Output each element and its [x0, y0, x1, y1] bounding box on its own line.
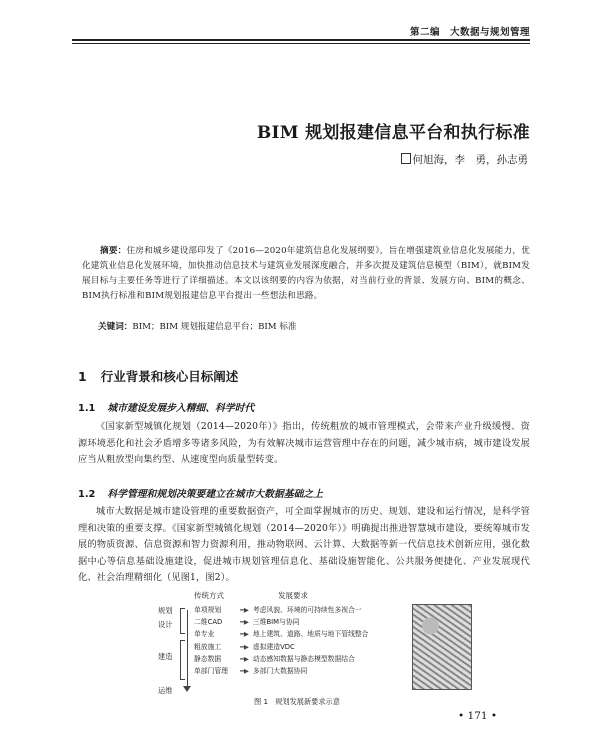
section-1-1-number: 1.1 — [78, 403, 96, 414]
article-authors — [401, 152, 529, 167]
section-1-2-paragraph: 城市大数据是城市建设管理的重要数据资产，可全面掌握城市的历史、规划、建设和运行情况，是科学管理和决策的重要支撑。《国家新型城镇化规划（2014—2020年）》明确提出推进智慧城市建设，要统筹城市发展的物质资源、信息资源和智力资源利用，推动物联网、云计算、大数据等新一代信息技术创新应用，强化数据中心等信息基础设施建设，促进城市规划管理信息化、基础设施智能化、公共服务便捷化、产业发展现代化、社会治理精细化（见图1，图2）。 — [78, 506, 530, 584]
figure-row-right: 动态感知数据与静态模型数据结合 — [252, 655, 355, 663]
section-1-number: 1 — [78, 369, 87, 384]
figure-row-right: 虚拟建造VDC — [252, 643, 295, 651]
arrow-right-icon: ━▶ — [240, 667, 249, 675]
section-1-2-heading — [78, 486, 323, 500]
arrow-right-icon: ━▶ — [240, 643, 249, 651]
running-head — [72, 18, 530, 40]
keywords — [98, 320, 528, 335]
figure-row — [194, 653, 355, 663]
figure-row — [194, 641, 295, 651]
figure-header-right: 发展要求 — [278, 591, 308, 600]
arrow-right-icon: ━▶ — [240, 630, 249, 638]
figure-row-right: 多部门大数据协同 — [252, 667, 308, 675]
section-1-heading — [78, 367, 238, 385]
arrow-right-icon: ━▶ — [240, 655, 249, 663]
figure-row — [194, 665, 307, 675]
figure-caption: 图 1 规划发展新要求示意 — [254, 697, 340, 706]
figure-row-right: 考虑风貌、环境的可持续性多视合一 — [252, 606, 362, 614]
abstract-text: 住房和城乡建设部印发了《2016—2020年建筑信息化发展纲要》，旨在增强建筑业信息化发展能力，优化建筑业信息化发展环境，加快推动信息技术与建筑业发展深度融合，并多次提及建筑信息模型（BIM），就BIM发展目标与主要任务等进行了详细描述。本文以该纲要的内容为依据，对当前行业的背景、发展方向、BIM的概念、BIM执行标准和BIM规划报建信息平台提出一些想法和思路。 — [82, 246, 530, 301]
figure-side-label: 规划 — [158, 606, 173, 615]
section-1-2-number: 1.2 — [78, 489, 96, 500]
section-1-1-paragraph: 《国家新型城镇化规划（2014—2020年）》指出，传统粗放的城市管理模式，会带来产业升级缓慢、资源环境恶化和社会矛盾增多等诸多风险，为有效解决城市运营管理中存在的问题，减少城市病，城市建设发展应当从粗放型向集约型、从速度型向质量型转变。 — [78, 421, 530, 466]
figure-row-right: 地上建筑、道路、地质与地下管线整合 — [252, 630, 369, 638]
figure-row — [194, 616, 299, 626]
section-1-2-title: 科学管理和规划决策要建立在城市大数据基础之上 — [107, 489, 323, 500]
abstract — [82, 244, 530, 304]
figure-row-left: 粗放施工 — [194, 643, 222, 651]
abstract-label: 摘要： — [100, 246, 127, 256]
page-number: • 171 • — [458, 710, 498, 722]
figure-side-label: 设计 — [158, 620, 173, 629]
figure-side-label: 建造 — [158, 652, 173, 661]
arrow-down-icon — [183, 686, 191, 692]
figure-bracket — [180, 640, 185, 680]
figure-row — [194, 604, 362, 614]
header-rule-thin — [72, 43, 530, 44]
figure-flow-line — [187, 610, 188, 686]
figure-row — [194, 628, 368, 638]
header-rule-thick — [72, 39, 530, 41]
figure-bracket — [180, 608, 185, 634]
keywords-text: BIM；BIM 规划报建信息平台；BIM 标准 — [132, 322, 297, 332]
arrow-right-icon: ━▶ — [240, 618, 249, 626]
figure-row-left: 二维CAD — [194, 618, 223, 626]
figure-side-label: 运维 — [158, 686, 173, 695]
article-title: BIM 规划报建信息平台和执行标准 — [256, 123, 530, 143]
authors-text: 何旭海，李 勇，孙志勇 — [412, 154, 528, 166]
figure-row-left: 单部门管理 — [194, 667, 228, 675]
running-head-text: 第二编 大数据与规划管理 — [409, 27, 530, 38]
keywords-label: 关键词： — [98, 322, 133, 332]
figure-row-right: 三维BIM与协同 — [252, 618, 300, 626]
figure-row-left: 单专业 — [194, 630, 215, 638]
section-1-1-title: 城市建设发展步入精细、科学时代 — [107, 403, 255, 414]
section-1-1-heading — [78, 400, 254, 414]
figure-1 — [150, 590, 460, 710]
figure-city-image — [412, 604, 472, 690]
figure-header-left: 传统方式 — [194, 591, 224, 600]
section-1-title: 行业背景和核心目标阐述 — [100, 369, 239, 384]
figure-row-left: 静态数据 — [194, 655, 222, 663]
author-box-icon — [401, 153, 411, 164]
figure-row-left: 单项规划 — [194, 606, 222, 614]
arrow-right-icon: ━▶ — [240, 606, 249, 614]
